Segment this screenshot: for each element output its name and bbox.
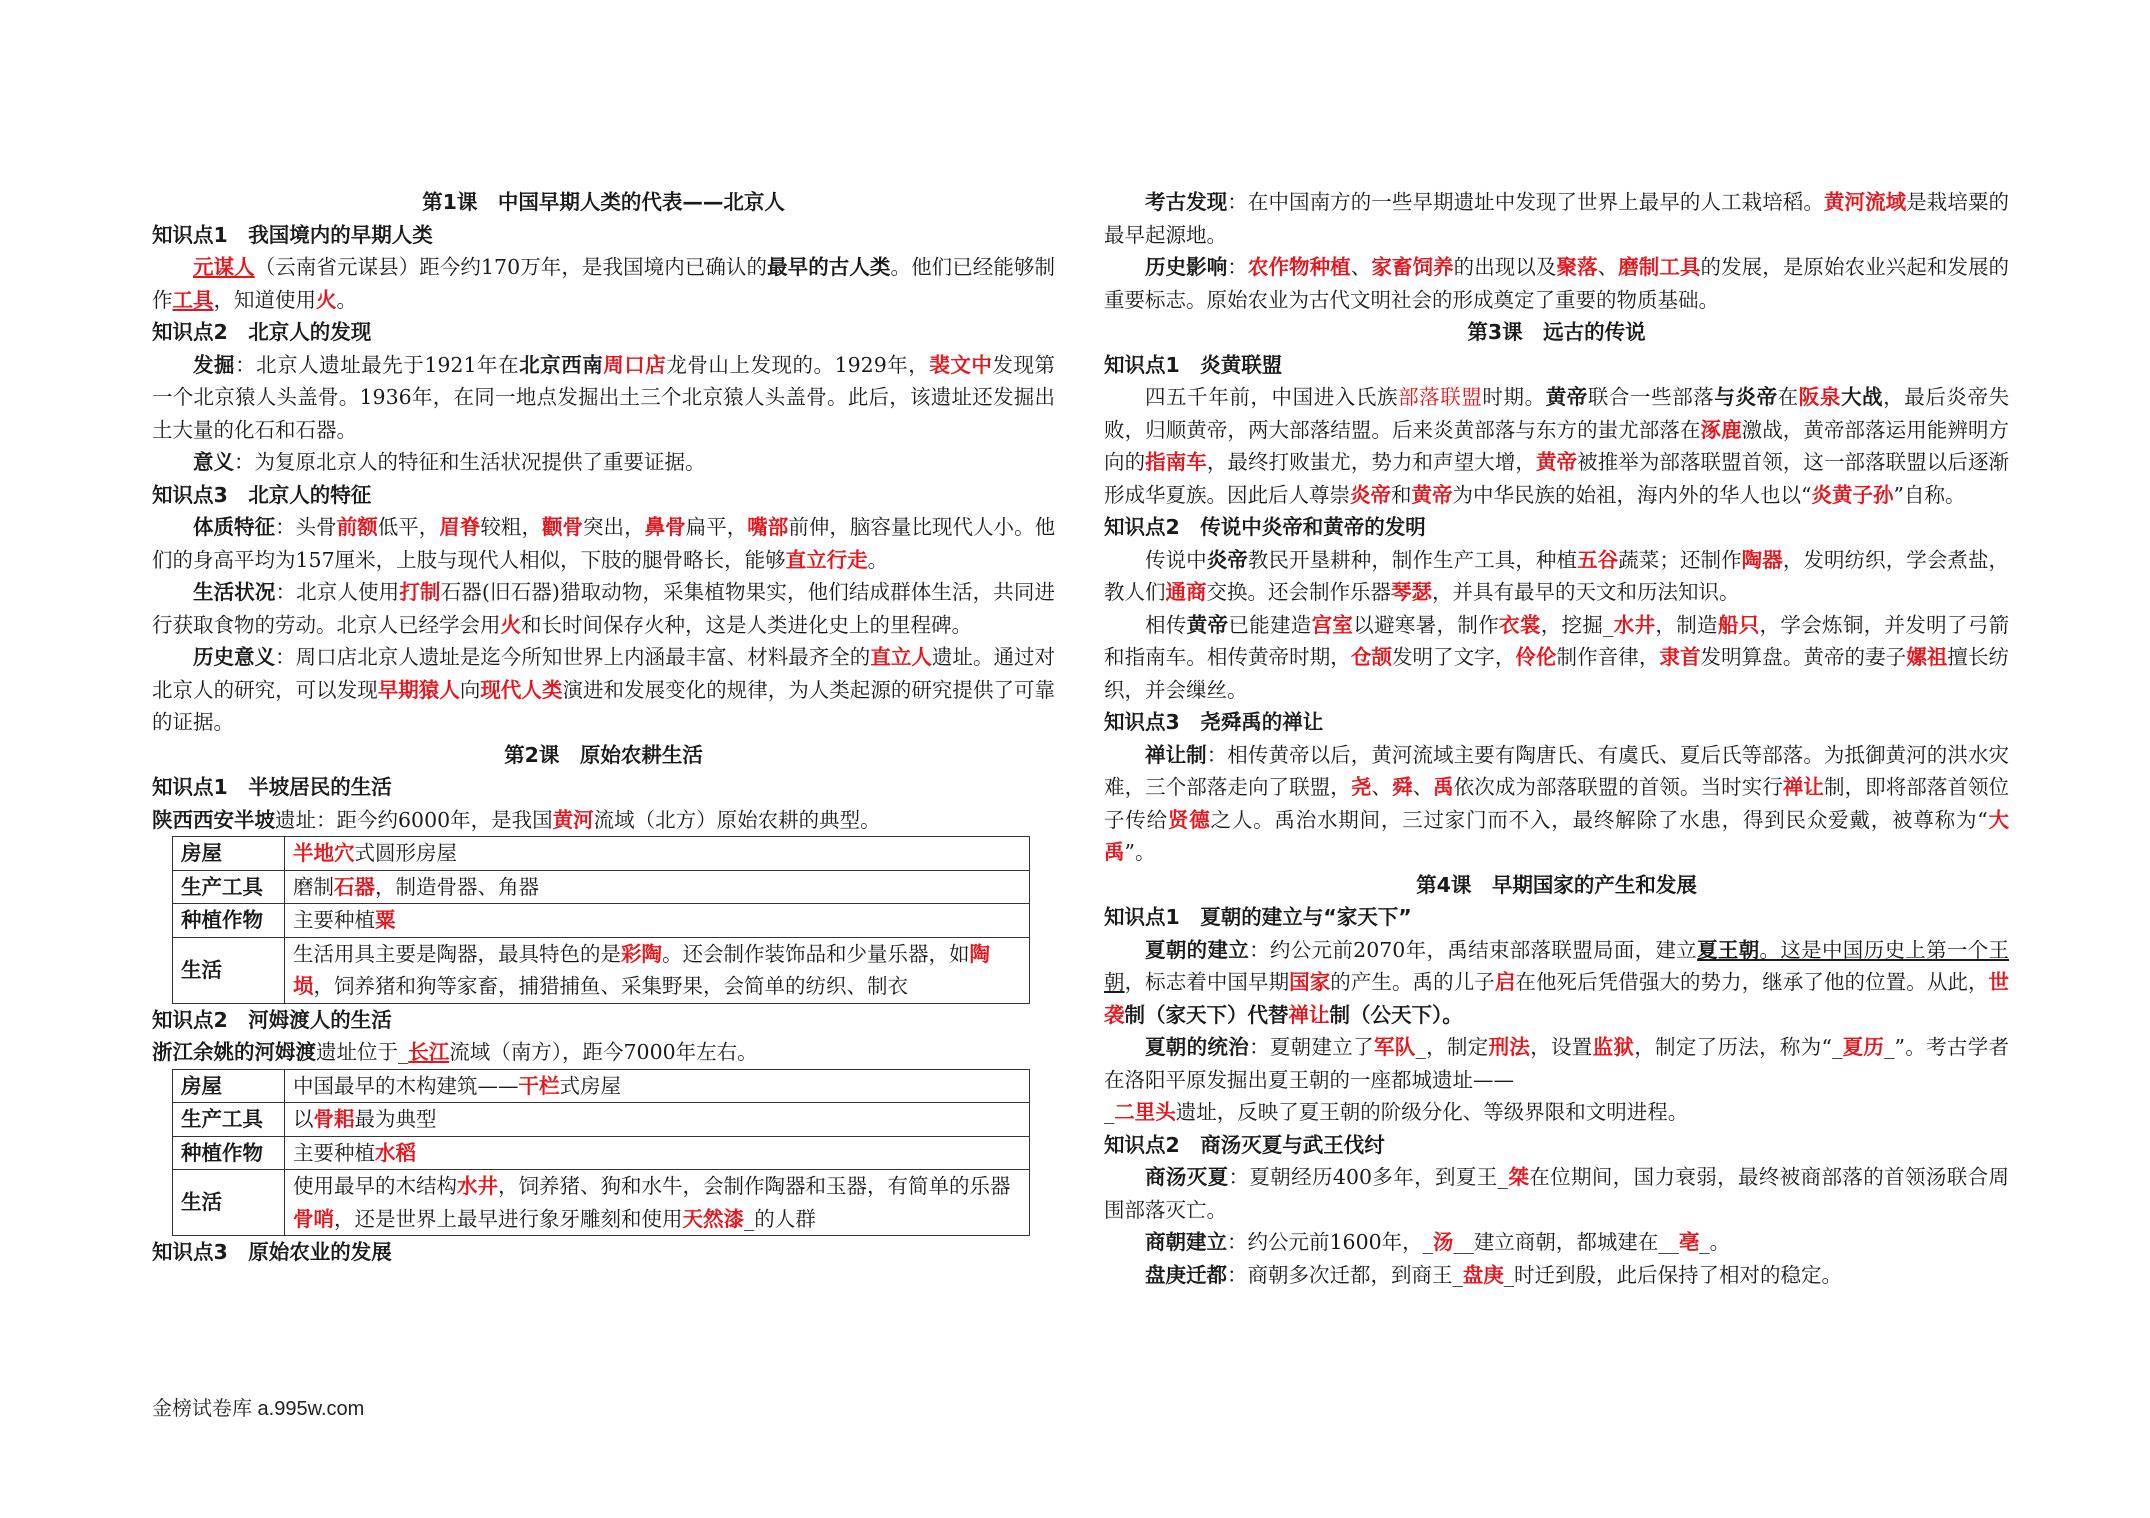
paragraph: 历史意义：周口店北京人遗址是迄今所知世界上内涵最丰富、材料最齐全的直立人遗址。通过对北京人的研究，可以发现早期猿人向现代人类演进和发展变化的规律，为人类起源的研究提供了可靠的证据。 bbox=[152, 645, 1056, 734]
paragraph: 夏朝的统治：夏朝建立了军队_，制定刑法，设置监狱，制定了历法，称为“_夏历_”。考古学者在洛阳平原发掘出夏王朝的一座都城遗址—— bbox=[1104, 1035, 2010, 1092]
table-row: 生产工具 磨制石器，制造骨器、角器 bbox=[173, 870, 1030, 904]
paragraph: 传说中炎帝教民开垦耕种，制作生产工具，种植五谷蔬菜；还制作陶器，发明纺织，学会煮盐，教人们通商交换。还会制作乐器琴瑟，并具有最早的天文和历法知识。 bbox=[1104, 547, 2010, 604]
hemudu-table bbox=[172, 1069, 1030, 1237]
knowledge-point-title: 知识点1 夏朝的建立与“家天下” bbox=[1104, 905, 1412, 929]
banpo-table bbox=[172, 836, 1030, 1004]
lesson-2-title: 第2课 原始农耕生活 bbox=[504, 742, 703, 767]
paragraph: 意义：为复原北京人的特征和生活状况提供了重要证据。 bbox=[193, 450, 706, 474]
site-intro: 陕西西安半坡遗址：距今约6000年，是我国黄河流域（北方）原始农耕的典型。 bbox=[152, 807, 881, 832]
footer-watermark: 金榜试卷库 a.995w.com bbox=[152, 1398, 365, 1420]
site-intro: 浙江余姚的河姆渡遗址位于_长江流域（南方），距今7000年左右。 bbox=[152, 1040, 758, 1064]
table-row: 生产工具 以骨耜最为典型 bbox=[173, 1103, 1030, 1137]
paragraph: 发掘：北京人遗址最先于1921年在北京西南周口店龙骨山上发现的。1929年，裴文中发现第一个北京猿人头盖骨。1936年，在同一地点发掘出土三个北京猿人头盖骨。此后，该遗址还发掘出土大量的化石和石器。 bbox=[152, 352, 1055, 442]
table-row: 种植作物 主要种植粟 bbox=[173, 904, 1030, 938]
left-column bbox=[152, 186, 1055, 1269]
knowledge-point-title: 知识点1 炎黄联盟 bbox=[1104, 352, 1283, 377]
paragraph: 考古发现：在中国南方的一些早期遗址中发现了世界上最早的人工栽培稻。黄河流域是栽培粟的最早起源地。 bbox=[1104, 190, 2010, 247]
right-column bbox=[1104, 186, 2009, 1291]
knowledge-point-title: 知识点1 我国境内的早期人类 bbox=[152, 222, 433, 247]
knowledge-point-title: 知识点3 原始农业的发展 bbox=[152, 1240, 392, 1264]
knowledge-point-title: 知识点1 半坡居民的生活 bbox=[152, 775, 392, 799]
paragraph: 盘庚迁都：商朝多次迁都，到商王_盘庚_时迁到殷，此后保持了相对的稳定。 bbox=[1145, 1262, 1842, 1287]
paragraph: 商汤灭夏：夏朝经历400多年，到夏王_桀在位期间，国力衰弱，最终被商部落的首领汤联合周围部落灭亡。 bbox=[1104, 1165, 2010, 1222]
lesson-4-title: 第4课 早期国家的产生和发展 bbox=[1416, 872, 1697, 897]
knowledge-point-title: 知识点2 河姆渡人的生活 bbox=[152, 1007, 392, 1032]
table-row: 生活 生活用具主要是陶器，最具特色的是彩陶。还会制作装饰品和少量乐器，如陶埙，饲养猪和狗等家畜，捕猎捕鱼、采集野果，会简单的纺织、制衣 bbox=[173, 937, 1030, 1003]
paragraph: 禅让制：相传黄帝以后，黄河流域主要有陶唐氏、有虞氏、夏后氏等部落。为抵御黄河的洪水灾难，三个部落走向了联盟，尧、舜、禹依次成为部落联盟的首领。当时实行禅让制，即将部落首领位子传给贤德之人。禹治水期间，三过家门而不入，最终解除了水患，得到民众爱戴，被尊称为“大禹”。 bbox=[1104, 742, 2010, 864]
paragraph: 体质特征：头骨前额低平，眉脊较粗，颧骨突出，鼻骨扁平，嘴部前伸，脑容量比现代人小。他们的身高平均为157厘米，上肢与现代人相似，下肢的腿骨略长，能够直立行走。 bbox=[152, 515, 1056, 572]
lesson-1-title: 第1课 中国早期人类的代表——北京人 bbox=[422, 190, 785, 214]
paragraph: 商朝建立：约公元前1600年，_汤__建立商朝，都城建在__亳_。 bbox=[1145, 1230, 1731, 1254]
table-row: 房屋 中国最早的木构建筑——干栏式房屋 bbox=[173, 1069, 1030, 1103]
paragraph: 夏朝的建立：约公元前2070年，禹结束部落联盟局面，建立夏王朝。这是中国历史上第一个王朝，标志着中国早期国家的产生。禹的儿子启在他死后凭借强大的势力，继承了他的位置。从此，世袭制（家天下）代替禅让制（公天下）。 bbox=[1104, 937, 2010, 1027]
paragraph: 相传黄帝已能建造宫室以避寒暑，制作衣裳，挖掘_水井，制造船只，学会炼铜，并发明了弓箭和指南车。相传黄帝时期，仓颉发明了文字，伶伦制作音律，隶首发明算盘。黄帝的妻子嫘祖擅长纺织，并会缫丝。 bbox=[1104, 612, 2010, 702]
table-row: 房屋 半地穴式圆形房屋 bbox=[173, 837, 1030, 871]
paragraph: 生活状况：北京人使用打制石器(旧石器)猎取动物，采集植物果实，他们结成群体生活，共同进行获取食物的劳动。北京人已经学会用火和长时间保存火种，这是人类进化史上的里程碑。 bbox=[152, 580, 1056, 637]
lesson-3-title: 第3课 远古的传说 bbox=[1467, 320, 1646, 344]
table-row: 种植作物 主要种植水稻 bbox=[173, 1136, 1030, 1170]
knowledge-point-title: 知识点2 商汤灭夏与武王伐纣 bbox=[1104, 1132, 1385, 1157]
paragraph: 历史影响：农作物种植、家畜饲养的出现以及聚落、磨制工具的发展，是原始农业兴起和发展的重要标志。原始农业为古代文明社会的形成奠定了重要的物质基础。 bbox=[1104, 255, 2010, 312]
table-row: 生活 使用最早的木结构水井，饲养猪、狗和水牛，会制作陶器和玉器，有简单的乐器骨哨，还是世界上最早进行象牙雕刻和使用天然漆_的人群 bbox=[173, 1170, 1030, 1236]
knowledge-point-title: 知识点2 北京人的发现 bbox=[152, 320, 372, 344]
paragraph-continuation: _二里头遗址，反映了夏王朝的阶级分化、等级界限和文明进程。 bbox=[1104, 1100, 1689, 1124]
knowledge-point-title: 知识点2 传说中炎帝和黄帝的发明 bbox=[1104, 515, 1426, 539]
paragraph: 四五千年前，中国进入氏族部落联盟时期。黄帝联合一些部落与炎帝在阪泉大战，最后炎帝失败，归顺黄帝，两大部落结盟。后来炎黄部落与东方的蚩尤部落在涿鹿激战，黄帝部落运用能辨明方向的指南车，最终打败蚩尤，势力和声望大增，黄帝被推举为部落联盟首领，这一部落联盟以后逐渐形成华夏族。因此后人尊崇炎帝和黄帝为中华民族的始祖，海内外的华人也以“炎黄子孙”自称。 bbox=[1104, 385, 2010, 507]
paragraph: 元谋人（云南省元谋县）距今约170万年，是我国境内已确认的最早的古人类。他们已经能够制作工具，知道使用火。 bbox=[152, 255, 1056, 312]
knowledge-point-title: 知识点3 北京人的特征 bbox=[152, 482, 372, 507]
knowledge-point-title: 知识点3 尧舜禹的禅让 bbox=[1104, 710, 1324, 734]
